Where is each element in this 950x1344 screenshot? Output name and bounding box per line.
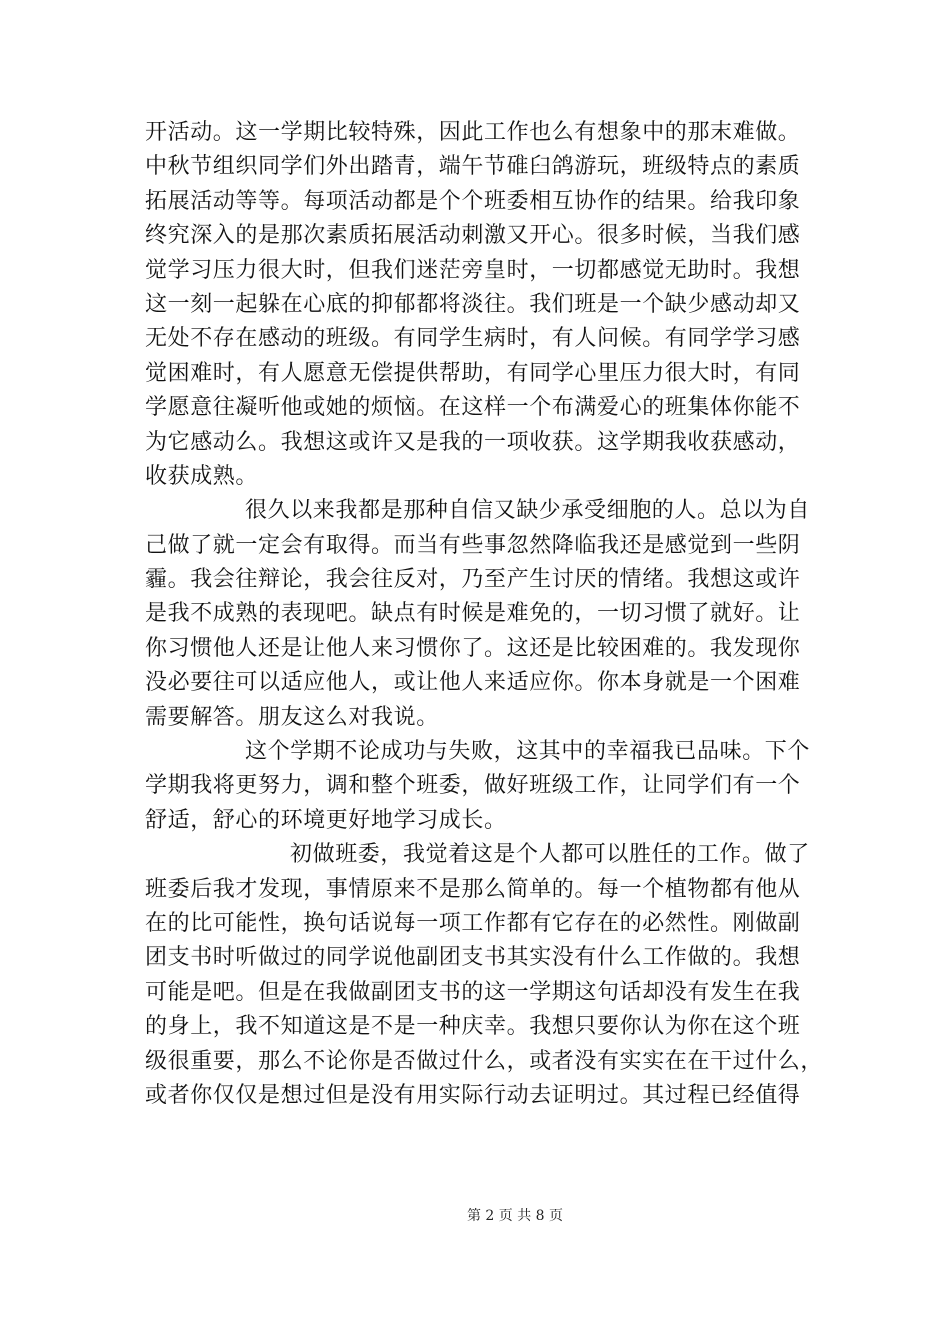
text-line: 可能是吧。但是在我做副团支书的这一学期这句话却没有发生在我 [145, 979, 801, 1005]
page-number-footer: 第 2 页 共 8 页 [466, 1208, 564, 1224]
text-line: 这一刻一起躲在心底的抑郁都将淡往。我们班是一个缺少感动却又 [145, 291, 801, 317]
text-line: 很久以来我都是那种自信又缺少承受细胞的人。总以为自 [245, 498, 811, 524]
text-line: 觉困难时，有人愿意无偿提供帮助，有同学心里压力很大时，有同 [145, 360, 801, 386]
paragraph-4 [145, 838, 824, 1113]
text-line: 或者你仅仅是想过但是没有用实际行动去证明过。其过程已经值得 [145, 1082, 801, 1108]
text-line: 班委后我才发现，事情原来不是那么简单的。每一个植物都有他从 [145, 876, 801, 902]
document-body [145, 116, 824, 1113]
text-line: 级很重要，那么不论你是否做过什么，或者没有实实在在干过什么， [145, 1048, 824, 1074]
paragraph-3 [145, 735, 813, 838]
text-line: 的身上，我不知道这是不是一种庆幸。我想只要你认为你在这个班 [145, 1014, 801, 1040]
text-line: 团支书时听做过的同学说他副团支书其实没有什么工作做的。我想 [145, 945, 801, 971]
text-line: 开活动。这一学期比较特殊，因此工作也么有想象中的那末难做。 [145, 120, 801, 145]
text-line: 收获成熟。 [145, 463, 259, 489]
text-line: 觉学习压力很大时，但我们迷茫旁皇时，一切都感觉无助时。我想 [145, 257, 801, 283]
text-line: 无处不存在感动的班级。有同学生病时，有人问候。有同学学习感 [145, 326, 801, 352]
text-line: 终究深入的是那次素质拓展活动刺激又开心。很多时候，当我们感 [145, 223, 801, 249]
text-line: 没必要往可以适应他人，或让他人来适应你。你本身就是一个困难 [145, 670, 801, 696]
text-line: 舒适，舒心的环境更好地学习成长。 [145, 807, 507, 833]
text-line: 在的比可能性，换句话说每一项工作都有它存在的必然性。刚做副 [145, 910, 801, 936]
text-line: 霾。我会往辩论，我会往反对，乃至产生讨厌的情绪。我想这或许 [145, 567, 801, 593]
text-line: 拓展活动等等。每项活动都是个个班委相互协作的结果。给我印象 [145, 188, 801, 214]
text-line: 是我不成熟的表现吧。缺点有时候是难免的，一切习惯了就好。让 [145, 601, 801, 627]
text-line: 己做了就一定会有取得。而当有些事忽然降临我还是感觉到一些阴 [145, 532, 801, 558]
text-line: 为它感动么。我想这或许又是我的一项收获。这学期我收获感动， [145, 429, 801, 455]
paragraph-1 [145, 116, 813, 494]
text-line: 初做班委，我觉着这是个人都可以胜任的工作。做了 [290, 842, 810, 868]
paragraph-2 [145, 494, 813, 735]
text-line: 中秋节组织同学们外出踏青，端午节碓臼鸽游玩，班级特点的素质 [145, 154, 801, 180]
text-line: 你习惯他人还是让他人来习惯你了。这还是比较困难的。我发现你 [145, 635, 801, 661]
text-line: 学期我将更努力，调和整个班委，做好班级工作，让同学们有一个 [145, 773, 801, 799]
text-line: 需要解答。朋友这么对我说。 [145, 704, 439, 730]
text-line: 学愿意往凝听他或她的烦恼。在这样一个布满爱心的班集体你能不 [145, 395, 801, 421]
text-line: 这个学期不论成功与失败，这其中的幸福我已品味。下个 [245, 739, 811, 765]
